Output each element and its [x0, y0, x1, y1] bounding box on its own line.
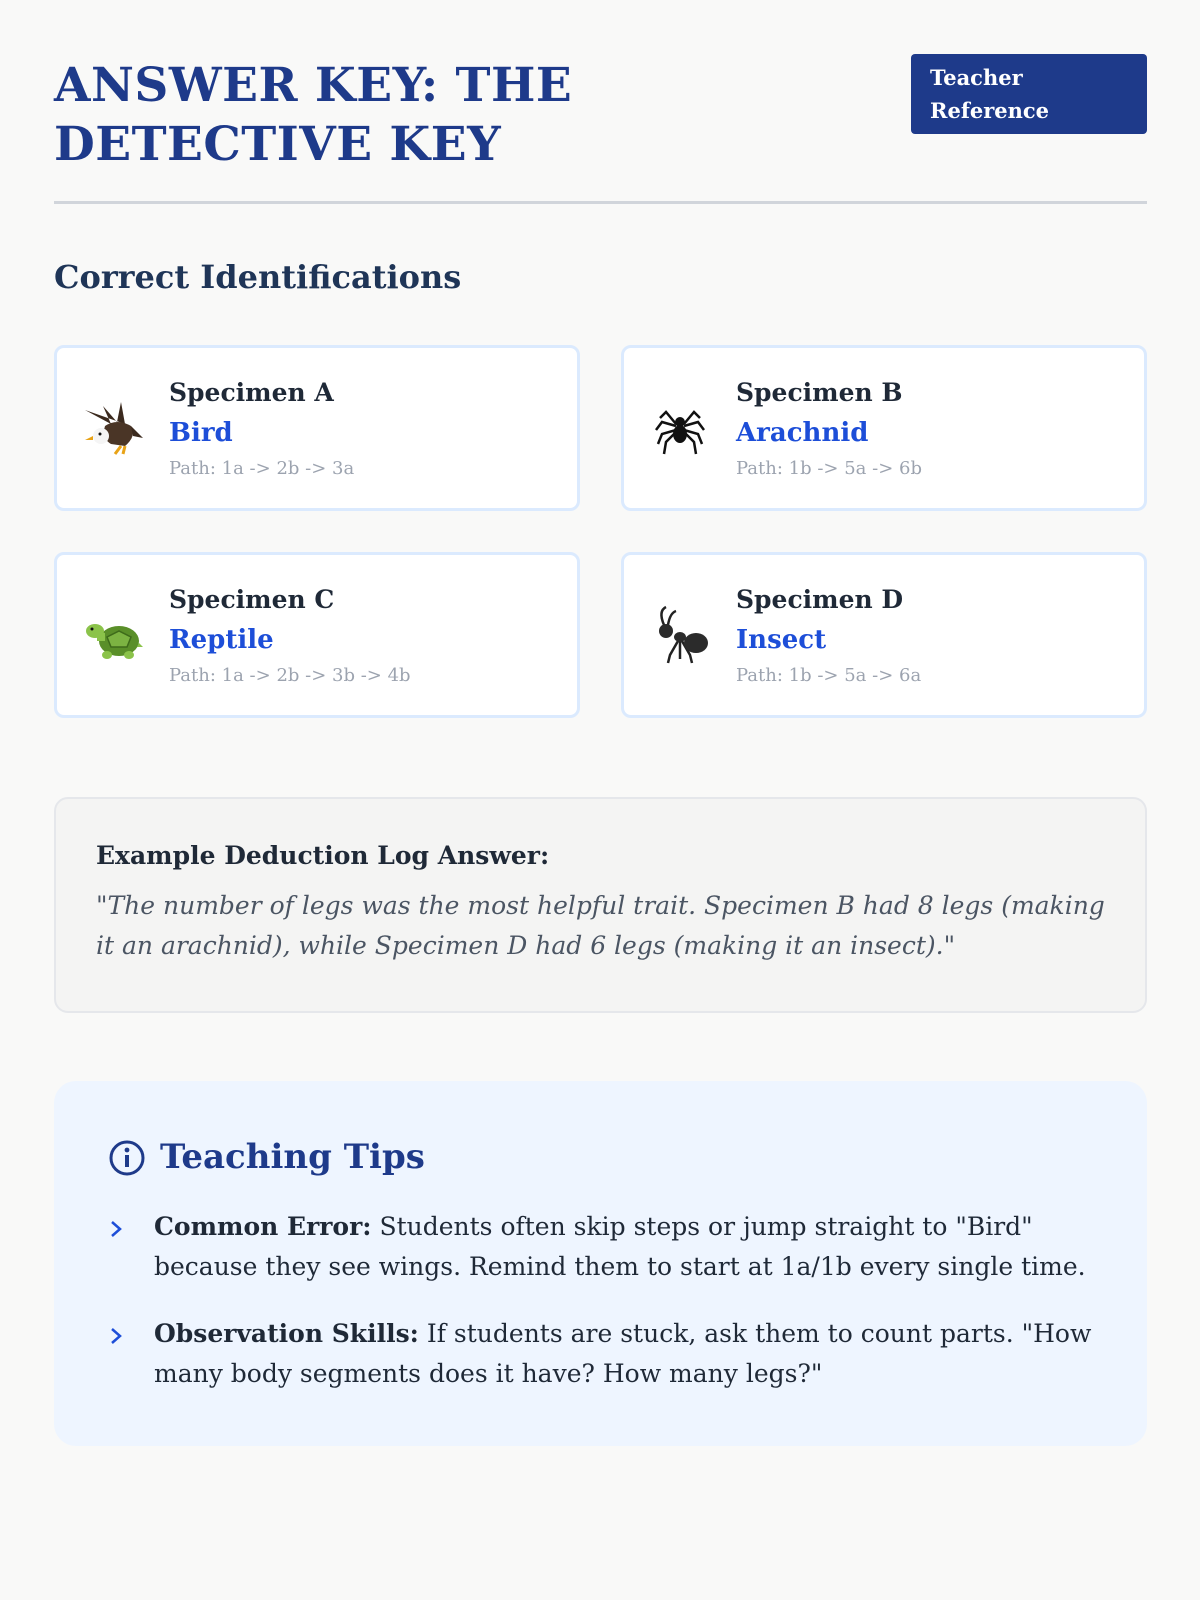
spider-icon: [648, 396, 712, 460]
tip-label: Observation Skills:: [154, 1319, 419, 1348]
eagle-icon: [81, 396, 145, 460]
specimen-path: Path: 1a -> 2b -> 3a: [169, 458, 355, 479]
specimen-classification: Insect: [736, 625, 827, 655]
specimen-classification: Reptile: [169, 625, 274, 655]
specimen-name: Specimen D: [736, 585, 904, 614]
specimen-name: Specimen B: [736, 378, 903, 407]
specimen-card-d: [621, 552, 1147, 718]
specimen-path: Path: 1b -> 5a -> 6b: [736, 458, 922, 479]
teacher-reference-badge: Teacher Reference: [911, 54, 1147, 134]
specimen-card-b: [621, 345, 1147, 511]
specimen-classification: Bird: [169, 418, 233, 448]
tips-title: Teaching Tips: [160, 1137, 425, 1177]
chevron-right-icon: [108, 1326, 124, 1346]
tip-body: Students often skip steps or jump straight to "Bird" because they see wings. Remind them to start at 1a/1b every single time.: [154, 1212, 1086, 1281]
specimen-path: Path: 1a -> 2b -> 3b -> 4b: [169, 665, 411, 686]
specimen-card-c: [54, 552, 580, 718]
tip-text: [154, 1207, 1098, 1287]
tip-label: Common Error:: [154, 1212, 372, 1241]
info-icon: [108, 1139, 146, 1177]
answer-key-page: [54, 0, 1147, 1388]
chevron-right-icon: [108, 1219, 124, 1239]
turtle-icon: [81, 603, 145, 667]
specimen-name: Specimen A: [169, 378, 334, 407]
tip-body: If students are stuck, ask them to count parts. "How many body segments does it have? How many legs?": [154, 1319, 1092, 1388]
section-title: Correct Identifications: [54, 258, 462, 296]
specimen-path: Path: 1b -> 5a -> 6a: [736, 665, 922, 686]
log-title: Example Deduction Log Answer:: [96, 841, 550, 870]
teaching-tips: [54, 1081, 1147, 1446]
deduction-log: [54, 797, 1147, 1013]
log-quote: "The number of legs was the most helpful trait. Specimen B had 8 legs (making it an arachnid), while Specimen D had 6 legs (making it an insect).": [96, 891, 1105, 960]
page-header: [54, 0, 1147, 204]
specimen-card-a: [54, 345, 580, 511]
page-title: ANSWER KEY: THE DETECTIVE KEY: [54, 58, 573, 172]
specimen-classification: Arachnid: [736, 418, 869, 448]
tip-text: [154, 1314, 1098, 1394]
specimen-name: Specimen C: [169, 585, 335, 614]
ant-icon: [648, 603, 712, 667]
